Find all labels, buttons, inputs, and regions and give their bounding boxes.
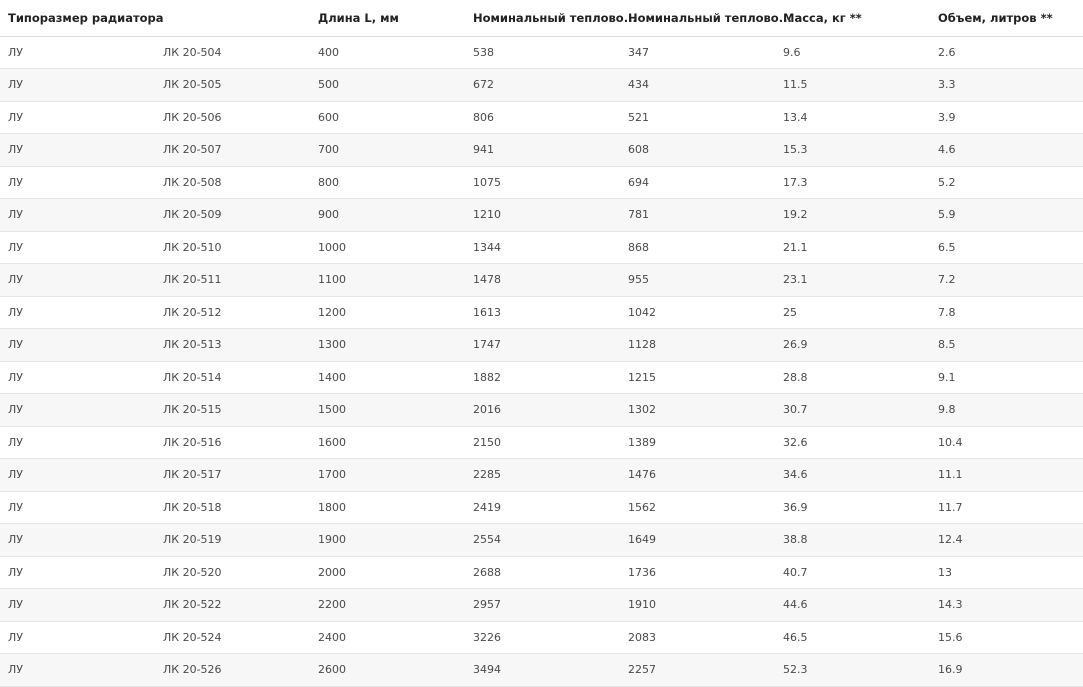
cell-model: ЛК 20-515 bbox=[155, 394, 310, 427]
table-row bbox=[0, 426, 1083, 459]
cell-mass: 28.8 bbox=[775, 361, 930, 394]
cell-type: ЛУ bbox=[0, 491, 155, 524]
cell-length: 2400 bbox=[310, 621, 465, 654]
cell-length: 600 bbox=[310, 101, 465, 134]
cell-volume: 2.6 bbox=[930, 36, 1083, 69]
cell-volume: 14.3 bbox=[930, 589, 1083, 622]
cell-mass: 23.1 bbox=[775, 264, 930, 297]
cell-model: ЛК 20-522 bbox=[155, 589, 310, 622]
table-row bbox=[0, 296, 1083, 329]
cell-type: ЛУ bbox=[0, 459, 155, 492]
cell-heat-output-2: 868 bbox=[620, 231, 775, 264]
cell-mass: 21.1 bbox=[775, 231, 930, 264]
cell-length: 700 bbox=[310, 134, 465, 167]
cell-heat-output-2: 2083 bbox=[620, 621, 775, 654]
cell-type: ЛУ bbox=[0, 621, 155, 654]
table-row bbox=[0, 101, 1083, 134]
table-row bbox=[0, 166, 1083, 199]
cell-length: 2600 bbox=[310, 654, 465, 687]
cell-heat-output-2: 1042 bbox=[620, 296, 775, 329]
cell-heat-output-2: 781 bbox=[620, 199, 775, 232]
cell-model: ЛК 20-524 bbox=[155, 621, 310, 654]
cell-mass: 11.5 bbox=[775, 69, 930, 102]
cell-heat-output-1: 1344 bbox=[465, 231, 620, 264]
header-heat-output-2[interactable]: Номинальный теплово... bbox=[620, 0, 775, 36]
cell-heat-output-2: 1562 bbox=[620, 491, 775, 524]
table-row bbox=[0, 329, 1083, 362]
header-size-type[interactable]: Типоразмер радиатора bbox=[0, 0, 155, 36]
cell-heat-output-2: 955 bbox=[620, 264, 775, 297]
table-row bbox=[0, 524, 1083, 557]
cell-model: ЛК 20-507 bbox=[155, 134, 310, 167]
cell-heat-output-2: 1128 bbox=[620, 329, 775, 362]
cell-type: ЛУ bbox=[0, 69, 155, 102]
cell-heat-output-1: 538 bbox=[465, 36, 620, 69]
cell-mass: 9.6 bbox=[775, 36, 930, 69]
cell-model: ЛК 20-517 bbox=[155, 459, 310, 492]
cell-heat-output-2: 1649 bbox=[620, 524, 775, 557]
cell-model: ЛК 20-520 bbox=[155, 556, 310, 589]
cell-type: ЛУ bbox=[0, 556, 155, 589]
table-row bbox=[0, 231, 1083, 264]
cell-heat-output-1: 3226 bbox=[465, 621, 620, 654]
table-row bbox=[0, 654, 1083, 687]
cell-mass: 32.6 bbox=[775, 426, 930, 459]
header-mass[interactable]: Масса, кг ** bbox=[775, 0, 930, 36]
cell-length: 500 bbox=[310, 69, 465, 102]
table-header bbox=[0, 0, 1083, 36]
cell-volume: 15.6 bbox=[930, 621, 1083, 654]
table-row bbox=[0, 134, 1083, 167]
cell-length: 800 bbox=[310, 166, 465, 199]
cell-type: ЛУ bbox=[0, 36, 155, 69]
cell-heat-output-2: 1736 bbox=[620, 556, 775, 589]
cell-heat-output-2: 608 bbox=[620, 134, 775, 167]
table-row bbox=[0, 621, 1083, 654]
cell-length: 1000 bbox=[310, 231, 465, 264]
cell-type: ЛУ bbox=[0, 426, 155, 459]
cell-mass: 25 bbox=[775, 296, 930, 329]
cell-heat-output-1: 2419 bbox=[465, 491, 620, 524]
cell-model: ЛК 20-513 bbox=[155, 329, 310, 362]
header-model bbox=[155, 0, 310, 36]
cell-model: ЛК 20-516 bbox=[155, 426, 310, 459]
cell-heat-output-1: 2285 bbox=[465, 459, 620, 492]
cell-mass: 30.7 bbox=[775, 394, 930, 427]
cell-model: ЛК 20-526 bbox=[155, 654, 310, 687]
cell-type: ЛУ bbox=[0, 199, 155, 232]
cell-type: ЛУ bbox=[0, 524, 155, 557]
cell-model: ЛК 20-511 bbox=[155, 264, 310, 297]
cell-heat-output-2: 1215 bbox=[620, 361, 775, 394]
table-row bbox=[0, 556, 1083, 589]
cell-length: 1800 bbox=[310, 491, 465, 524]
cell-model: ЛК 20-518 bbox=[155, 491, 310, 524]
cell-heat-output-2: 1476 bbox=[620, 459, 775, 492]
table-row bbox=[0, 394, 1083, 427]
cell-length: 1900 bbox=[310, 524, 465, 557]
cell-length: 1700 bbox=[310, 459, 465, 492]
cell-heat-output-2: 1910 bbox=[620, 589, 775, 622]
cell-type: ЛУ bbox=[0, 394, 155, 427]
cell-type: ЛУ bbox=[0, 101, 155, 134]
cell-heat-output-1: 1478 bbox=[465, 264, 620, 297]
cell-heat-output-1: 2554 bbox=[465, 524, 620, 557]
cell-volume: 11.7 bbox=[930, 491, 1083, 524]
cell-length: 1300 bbox=[310, 329, 465, 362]
cell-heat-output-1: 1613 bbox=[465, 296, 620, 329]
cell-heat-output-1: 1210 bbox=[465, 199, 620, 232]
cell-volume: 3.9 bbox=[930, 101, 1083, 134]
header-heat-output-1[interactable]: Номинальный теплово... bbox=[465, 0, 620, 36]
cell-heat-output-2: 434 bbox=[620, 69, 775, 102]
cell-model: ЛК 20-519 bbox=[155, 524, 310, 557]
cell-heat-output-1: 806 bbox=[465, 101, 620, 134]
cell-type: ЛУ bbox=[0, 329, 155, 362]
header-row bbox=[0, 0, 1083, 36]
cell-volume: 7.8 bbox=[930, 296, 1083, 329]
cell-volume: 13 bbox=[930, 556, 1083, 589]
cell-length: 1100 bbox=[310, 264, 465, 297]
cell-model: ЛК 20-512 bbox=[155, 296, 310, 329]
cell-heat-output-2: 521 bbox=[620, 101, 775, 134]
cell-heat-output-2: 1389 bbox=[620, 426, 775, 459]
cell-volume: 4.6 bbox=[930, 134, 1083, 167]
cell-type: ЛУ bbox=[0, 264, 155, 297]
cell-type: ЛУ bbox=[0, 296, 155, 329]
cell-heat-output-1: 1075 bbox=[465, 166, 620, 199]
cell-volume: 8.5 bbox=[930, 329, 1083, 362]
cell-heat-output-1: 1747 bbox=[465, 329, 620, 362]
cell-volume: 10.4 bbox=[930, 426, 1083, 459]
cell-length: 1200 bbox=[310, 296, 465, 329]
cell-volume: 5.2 bbox=[930, 166, 1083, 199]
cell-mass: 17.3 bbox=[775, 166, 930, 199]
cell-heat-output-1: 1882 bbox=[465, 361, 620, 394]
cell-volume: 12.4 bbox=[930, 524, 1083, 557]
cell-mass: 44.6 bbox=[775, 589, 930, 622]
cell-heat-output-2: 347 bbox=[620, 36, 775, 69]
cell-mass: 19.2 bbox=[775, 199, 930, 232]
cell-type: ЛУ bbox=[0, 231, 155, 264]
table-row bbox=[0, 361, 1083, 394]
cell-type: ЛУ bbox=[0, 589, 155, 622]
cell-length: 400 bbox=[310, 36, 465, 69]
table-row bbox=[0, 264, 1083, 297]
table-row bbox=[0, 589, 1083, 622]
table-row bbox=[0, 36, 1083, 69]
cell-mass: 52.3 bbox=[775, 654, 930, 687]
cell-mass: 46.5 bbox=[775, 621, 930, 654]
cell-volume: 9.8 bbox=[930, 394, 1083, 427]
cell-heat-output-1: 2957 bbox=[465, 589, 620, 622]
cell-length: 1400 bbox=[310, 361, 465, 394]
cell-volume: 16.9 bbox=[930, 654, 1083, 687]
cell-model: ЛК 20-506 bbox=[155, 101, 310, 134]
cell-volume: 6.5 bbox=[930, 231, 1083, 264]
table-body bbox=[0, 36, 1083, 686]
cell-length: 2200 bbox=[310, 589, 465, 622]
cell-mass: 13.4 bbox=[775, 101, 930, 134]
table-row bbox=[0, 69, 1083, 102]
cell-model: ЛК 20-509 bbox=[155, 199, 310, 232]
cell-heat-output-1: 672 bbox=[465, 69, 620, 102]
cell-model: ЛК 20-510 bbox=[155, 231, 310, 264]
cell-mass: 15.3 bbox=[775, 134, 930, 167]
header-volume[interactable]: Объем, литров ** bbox=[930, 0, 1083, 36]
cell-length: 2000 bbox=[310, 556, 465, 589]
cell-mass: 38.8 bbox=[775, 524, 930, 557]
cell-model: ЛК 20-505 bbox=[155, 69, 310, 102]
cell-heat-output-2: 694 bbox=[620, 166, 775, 199]
cell-model: ЛК 20-504 bbox=[155, 36, 310, 69]
table-row bbox=[0, 459, 1083, 492]
cell-type: ЛУ bbox=[0, 654, 155, 687]
cell-volume: 7.2 bbox=[930, 264, 1083, 297]
cell-heat-output-1: 2150 bbox=[465, 426, 620, 459]
cell-length: 900 bbox=[310, 199, 465, 232]
cell-heat-output-2: 2257 bbox=[620, 654, 775, 687]
cell-model: ЛК 20-508 bbox=[155, 166, 310, 199]
cell-heat-output-2: 1302 bbox=[620, 394, 775, 427]
table-row bbox=[0, 491, 1083, 524]
cell-volume: 3.3 bbox=[930, 69, 1083, 102]
cell-type: ЛУ bbox=[0, 134, 155, 167]
cell-type: ЛУ bbox=[0, 361, 155, 394]
cell-volume: 9.1 bbox=[930, 361, 1083, 394]
cell-mass: 36.9 bbox=[775, 491, 930, 524]
cell-length: 1600 bbox=[310, 426, 465, 459]
cell-heat-output-1: 2688 bbox=[465, 556, 620, 589]
cell-type: ЛУ bbox=[0, 166, 155, 199]
table-row bbox=[0, 199, 1083, 232]
cell-mass: 34.6 bbox=[775, 459, 930, 492]
cell-mass: 40.7 bbox=[775, 556, 930, 589]
cell-heat-output-1: 2016 bbox=[465, 394, 620, 427]
cell-length: 1500 bbox=[310, 394, 465, 427]
cell-mass: 26.9 bbox=[775, 329, 930, 362]
cell-volume: 5.9 bbox=[930, 199, 1083, 232]
cell-heat-output-1: 3494 bbox=[465, 654, 620, 687]
cell-heat-output-1: 941 bbox=[465, 134, 620, 167]
header-length[interactable]: Длина L, мм bbox=[310, 0, 465, 36]
cell-model: ЛК 20-514 bbox=[155, 361, 310, 394]
cell-volume: 11.1 bbox=[930, 459, 1083, 492]
